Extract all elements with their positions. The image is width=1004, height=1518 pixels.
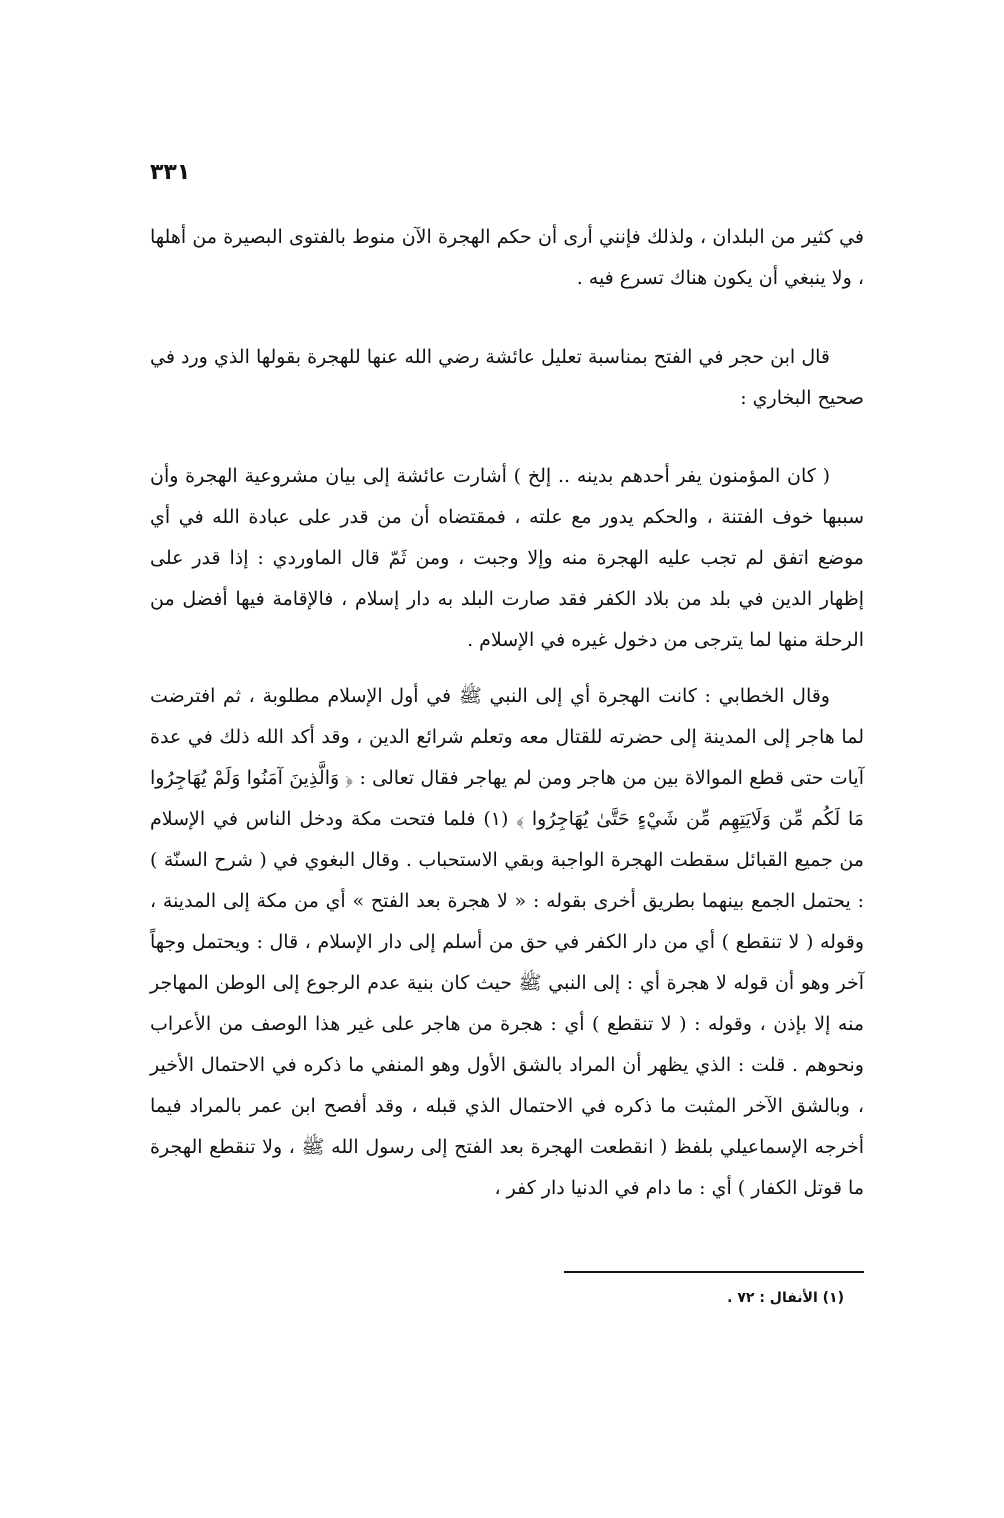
paragraph-1: في كثير من البلدان ، ولذلك فإنني أرى أن حكم الهجرة الآن منوط بالفتوى البصيرة من أهلها ، ولا ينبغي أن يكون هناك تسرع فيه . bbox=[150, 226, 864, 289]
footnote-divider bbox=[564, 1271, 864, 1273]
paragraph-4: وقال الخطابي : كانت الهجرة أي إلى النبي ﷺ في أول الإسلام مطلوبة ، ثم افترضت لما هاجر إلى المدينة إلى حضرته للقتال معه وتعلم شرائع الدين ، وقد أكد الله ذلك في عدة آيات حتى قطع الموالاة بين من هاجر ومن لم يهاجر فقال تعالى : ﴿ وَالَّذِينَ آمَنُوا وَلَمْ يُهَاجِرُوا مَا لَكُم مِّن وَلَايَتِهِم مِّن شَيْءٍ حَتَّىٰ يُهَاجِرُوا ﴾ (١) فلما فتحت مكة ودخل الناس في الإسلام من جميع القبائل سقطت الهجرة الواجبة وبقي الاستحباب . وقال البغوي في ( شرح السنّة ) : يحتمل الجمع بينهما بطريق أخرى بقوله : « لا هجرة بعد الفتح » أي من مكة إلى المدينة ، وقوله ( لا تنقطع ) أي من دار الكفر في حق من أسلم إلى دار الإسلام ، قال : ويحتمل وجهاً آخر وهو أن قوله لا هجرة أي : إلى النبي ﷺ حيث كان بنية عدم الرجوع إلى الوطن المهاجر منه إلا بإذن ، وقوله : ( لا تنقطع ) أي : هجرة من هاجر على غير هذا الوصف من الأعراب ونحوهم . قلت : الذي يظهر أن المراد بالشق الأول وهو المنفي ما ذكره في الاحتمال الأخير ، وبالشق الآخر المثبت ما ذكره في الاحتمال الذي قبله ، وقد أفصح ابن عمر بالمراد فيما أخرجه الإسماعيلي بلفظ ( انقطعت الهجرة بعد الفتح إلى رسول الله ﷺ ، ولا تنقطع الهجرة ما قوتل الكفار ) أي : ما دام في الدنيا دار كفر ، bbox=[150, 685, 864, 1199]
paragraph-3: ( كان المؤمنون يفر أحدهم بدينه .. إلخ ) أشارت عائشة إلى بيان مشروعية الهجرة وأن سببها خوف الفتنة ، والحكم يدور مع علته ، فمقتضاه أن من قدر على عبادة الله في أي موضع اتفق لم تجب عليه الهجرة منه وإلا وجبت ، ومن ثَمّ قال الماوردي : إذا قدر على إظهار الدين في بلد من بلاد الكفر فقد صارت البلد به دار إسلام ، فالإقامة فيها أفضل من الرحلة منها لما يترجى من دخول غيره في الإسلام . bbox=[150, 465, 864, 651]
paragraph-2: قال ابن حجر في الفتح بمناسبة تعليل عائشة رضي الله عنها للهجرة بقولها الذي ورد في صحيح البخاري : bbox=[150, 346, 864, 409]
page-number: ٣٣١ bbox=[150, 160, 191, 185]
footnote: (١) الأنفال : ٧٢ . bbox=[727, 1290, 844, 1306]
